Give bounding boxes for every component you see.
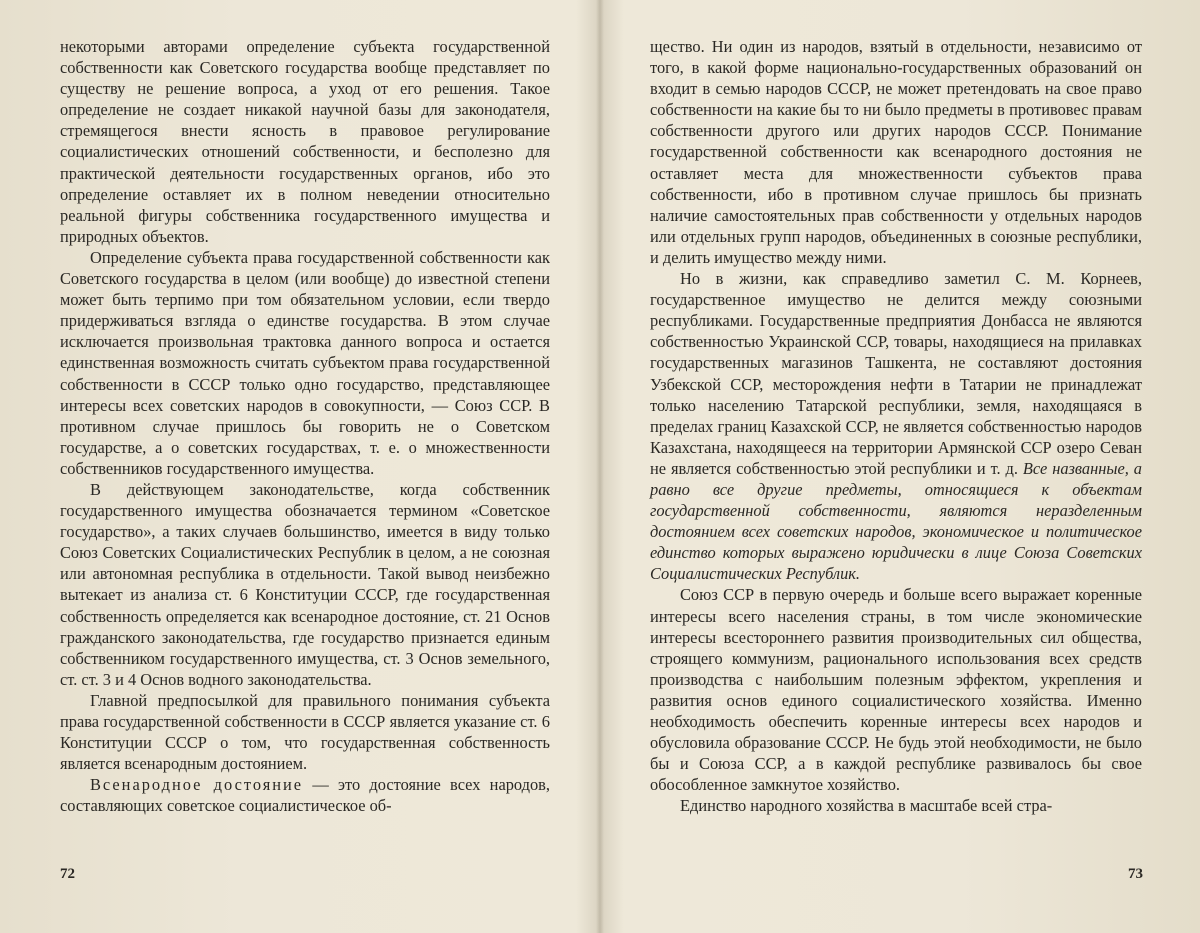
- right-page: [600, 0, 1200, 933]
- text-segment: В действующем законодательстве, когда собственник государственного имущества обозначается термином «Советское государство», а таких случаев большинство, имеется в виду только Союз Советских Социалистических Республик в целом, а не союзная или автономная республика в отдельности. Такой вывод неизбежно вытекает из анализа ст. 6 Конституции СССР, где государственная собственность определяется как всенародное достояние, ст. 21 Основ гражданского законодательства, где государство признается единым собственником государственного имущества, ст. 3 Основ земельного, ст. ст. 3 и 4 Основ водного законодательства.: [60, 479, 550, 689]
- left-paragraph-1: [60, 36, 550, 247]
- right-paragraph-3: [650, 584, 1142, 795]
- right-paragraph-2: [650, 268, 1142, 584]
- left-paragraph-4: [60, 690, 550, 774]
- right-paragraph-1: [650, 36, 1142, 268]
- text-segment: Главной предпосылкой для правильного понимания субъекта права государственной собственности в СССР является указание ст. 6 Конституции СССР о том, что государственная собственность является всенародным достоянием.: [60, 690, 550, 774]
- left-paragraph-5: [60, 774, 550, 816]
- page-number: 73: [1128, 866, 1143, 882]
- page-number: 72: [60, 866, 75, 882]
- text-segment: Определение субъекта права государственной собственности как Советского государства в целом (или вообще) до известной степени может быть терпимо при том обязательном условии, если твердо придерживаться взгляда о единстве государства. В этом случае исключается произвольная трактовка данного вопроса и остается единственная возможность считать субъектом права государственной собственности в СССР только одно государство, представляющее интересы всех советских народов в совокупности, — Союз ССР. В противном случае пришлось бы говорить не о Советском государстве, а о советских государствах, т. е. о множественности собственников государственного имущества.: [60, 247, 550, 478]
- spaced-term: Всенародное достояние: [90, 775, 304, 795]
- left-paragraph-2: [60, 247, 550, 479]
- left-paragraph-3: [60, 479, 550, 690]
- italic-emphasis: Все названные, а равно все другие предметы, относящиеся к объектам государственной собственности, являются неразделенным достоянием всех советских народов, экономическое и политическое единство которых выражено юридически в лице Союза Советских Социалистических Республик.: [650, 458, 1142, 584]
- text-segment: — это достояние всех народов, составляющих советское социалистическое об-: [60, 775, 551, 816]
- left-page-text: [60, 36, 550, 816]
- text-segment: Но в жизни, как справедливо заметил С. М. Корнеев, государственное имущество не делится между союзными республиками. Государственные предприятия Донбасса не являются собственностью Украинской ССР, товары, находящиеся на прилавках государственных магазинов Ташкента, не составляют достояния Узбекской ССР, месторождения нефти в Татарии не принадлежат только населению Татарской республики, земля, находящаяся в пределах границ Казахской ССР, не является собственностью народов Казахстана, находящееся на территории Армянской ССР озеро Севан не является собственностью этой республики и т. д.: [650, 269, 1142, 478]
- text-segment: Единство народного хозяйства в масштабе всей стра-: [680, 796, 1053, 816]
- text-segment: некоторыми авторами определение субъекта государственной собственности как Советского государства вообще представляет по существу не решение вопроса, а уход от его решения. Такое определение не создает никакой научной базы для законодателя, стремящегося внести ясность в правовое регулирование социалистических отношений собственности, и бесполезно для практической деятельности государственных органов, ибо это определение оставляет их в полном неведении относительно реальной фигуры собственника государственного имущества и природных объектов.: [60, 37, 550, 246]
- text-segment: Союз ССР в первую очередь и больше всего выражает коренные интересы всего населения страны, в том числе экономические интересы всестороннего развития производительных сил общества, строящего коммунизм, рационального использования всех средств производства с наибольшим полезным эффектом, укрепления и развития основ единого социалистического хозяйства. Именно необходимость обеспечить коренные интересы всех народов и обусловила образование СССР. Не будь этой необходимости, не было бы и Союза ССР, а в каждой республике развивалось бы свое обособленное замкнутое хозяйство.: [650, 585, 1142, 795]
- right-page-text: [650, 36, 1142, 816]
- text-segment: щество. Ни один из народов, взятый в отдельности, независимо от того, в какой форме национально-государственных образований он входит в семью народов СССР, не может претендовать на свое право собственности на какие бы то ни было предметы в противовес правам собственности другого или других народов СССР. Понимание государственной собственности как всенародного достояния не оставляет места для множественности субъектов права собственности, ибо в противном случае пришлось бы признать наличие самостоятельных прав собственности у отдельных народов или отдельных групп народов, объединенных в союзные республики, и делить имущество между ними.: [650, 37, 1142, 267]
- right-paragraph-4: [650, 795, 1142, 816]
